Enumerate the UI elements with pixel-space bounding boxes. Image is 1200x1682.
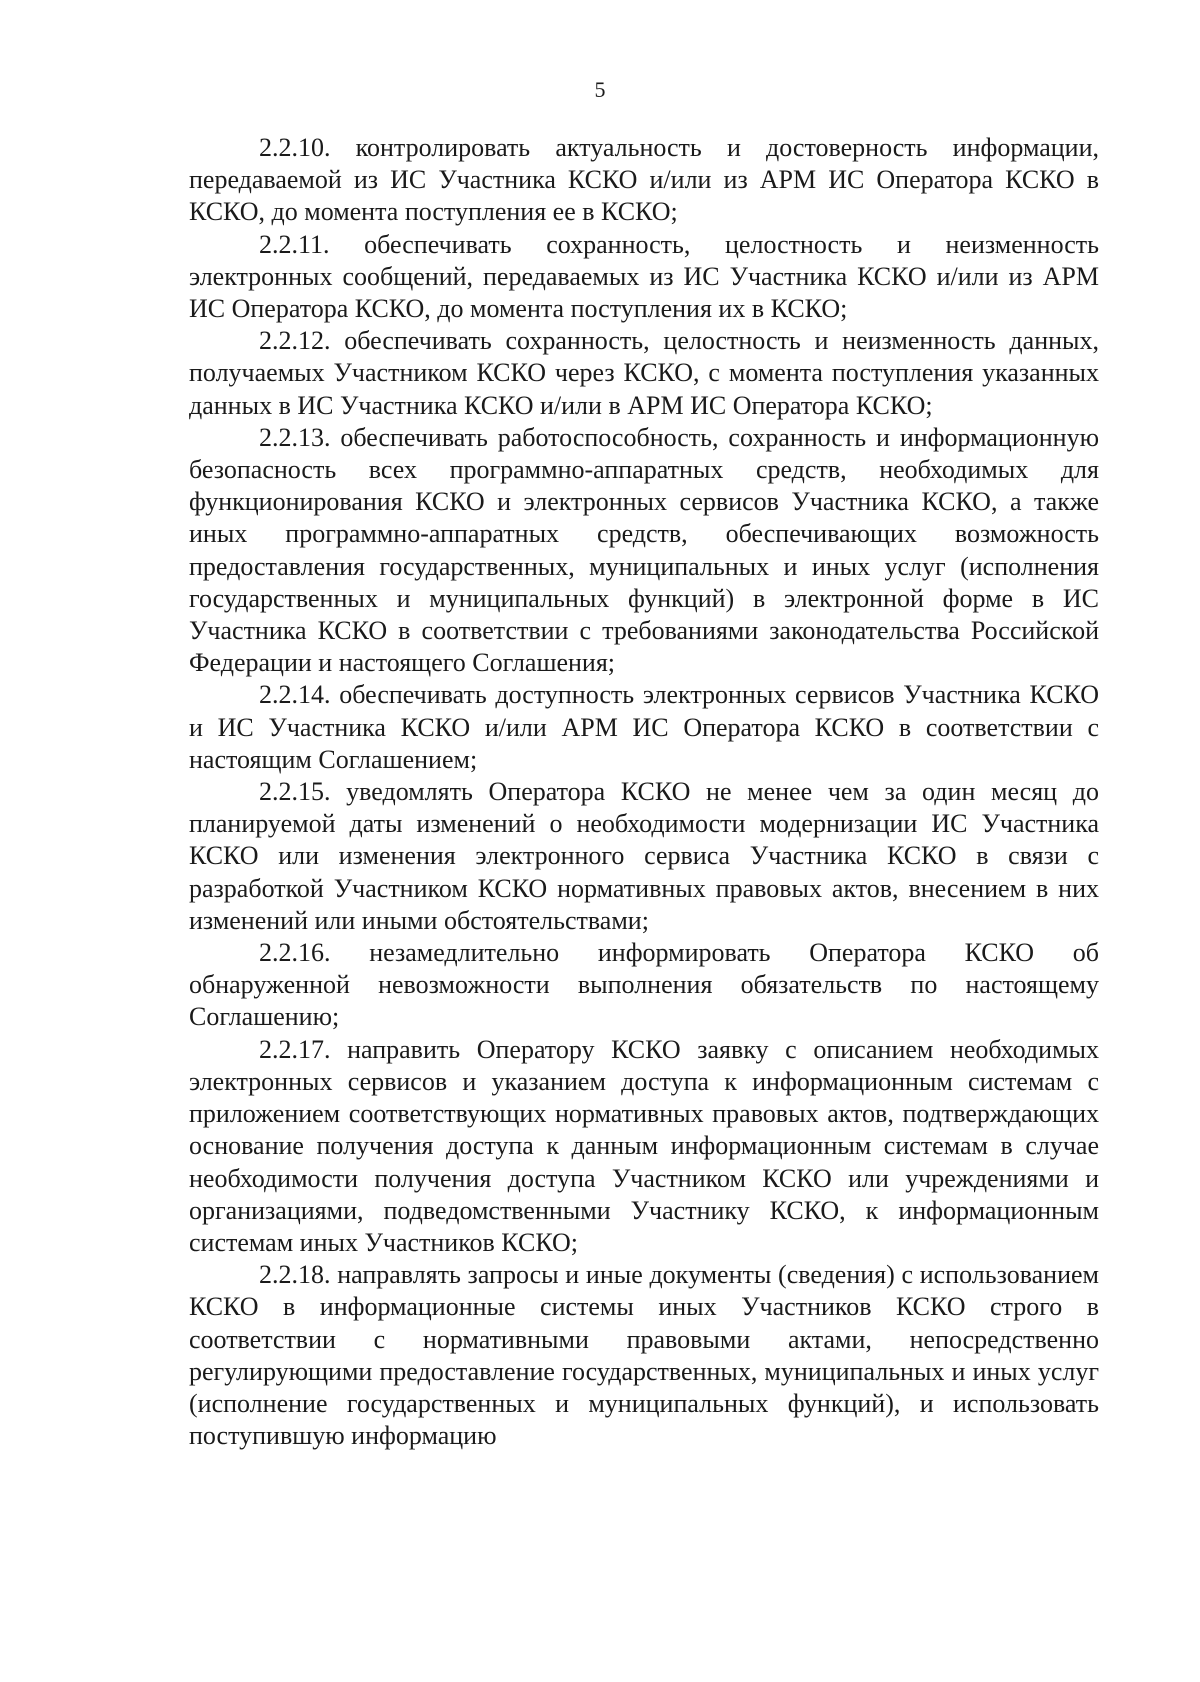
page-number: 5 (594, 77, 606, 102)
paragraph-2-2-18: 2.2.18. направлять запросы и иные документы (сведения) с использованием КСКО в информационные системы иных Участников КСКО строго в соответствии с нормативными правовыми актами, непосредственно регулирующими предоставление государственных, муниципальных и иных услуг (исполнение государственных и муниципальных функций), и использовать поступившую информацию (189, 1260, 1099, 1451)
paragraph-2-2-10: 2.2.10. контролировать актуальность и достоверность информации, передаваемой из ИС Участника КСКО и/или из АРМ ИС Оператора КСКО в КСКО, до момента поступления ее в КСКО; (189, 133, 1099, 227)
paragraph-2-2-17: 2.2.17. направить Оператору КСКО заявку с описанием необходимых электронных сервисов и указанием доступа к информационным системам с приложением соответствующих нормативных правовых актов, подтверждающих основание получения доступа к данным информационным системам в случае необходимости получения доступа Участником КСКО или учреждениями и организациями, подведомственными Участнику КСКО, к информационным системам иных Участников КСКО; (189, 1034, 1099, 1257)
paragraph-2-2-12: 2.2.12. обеспечивать сохранность, целостность и неизменность данных, получаемых Участником КСКО через КСКО, с момента поступления указанных данных в ИС Участника КСКО и/или в АРМ ИС Оператора КСКО; (189, 326, 1099, 420)
document-body (189, 132, 1099, 1452)
paragraph-2-2-15: 2.2.15. уведомлять Оператора КСКО не менее чем за один месяц до планируемой даты изменений о необходимости модернизации ИС Участника КСКО или изменения электронного сервиса Участника КСКО в связи с разработкой Участником КСКО нормативных правовых актов, внесением в них изменений или иными обстоятельствами; (189, 777, 1099, 935)
paragraph-2-2-11: 2.2.11. обеспечивать сохранность, целостность и неизменность электронных сообщений, передаваемых из ИС Участника КСКО и/или из АРМ ИС Оператора КСКО, до момента поступления их в КСКО; (189, 229, 1099, 324)
paragraph-2-2-14: 2.2.14. обеспечивать доступность электронных сервисов Участника КСКО и ИС Участника КСКО и/или АРМ ИС Оператора КСКО в соответствии с настоящим Соглашением; (189, 680, 1099, 774)
paragraph-2-2-13: 2.2.13. обеспечивать работоспособность, сохранность и информационную безопасность всех программно-аппаратных средств, необходимых для функционирования КСКО и электронных сервисов Участника КСКО, а также иных программно-аппаратных средств, обеспечивающих возможность предоставления государственных, муниципальных и иных услуг (исполнения государственных и муниципальных функций) в электронной форме в ИС Участника КСКО в соответствии с требованиями законодательства Российской Федерации и настоящего Соглашения; (189, 422, 1099, 678)
paragraph-2-2-16: 2.2.16. незамедлительно информировать Оператора КСКО об обнаруженной невозможности выполнения обязательств по настоящему Соглашению; (189, 938, 1099, 1032)
